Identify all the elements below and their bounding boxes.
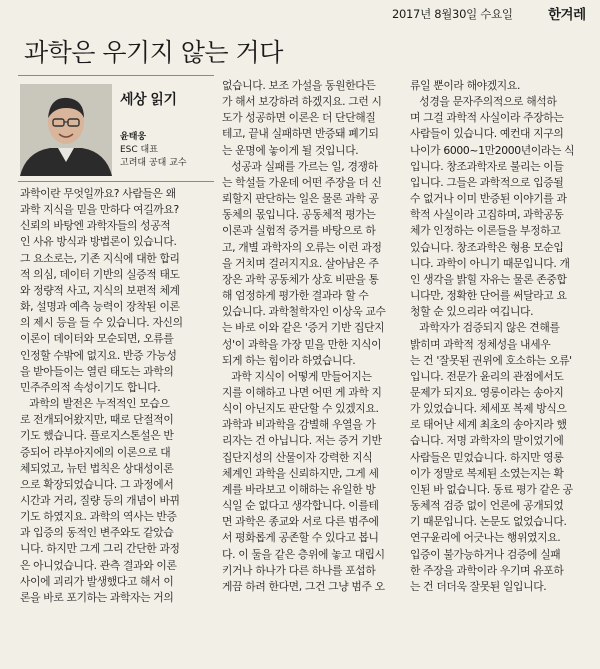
author-byline (120, 131, 187, 170)
page-header (0, 0, 600, 26)
column-label: 세상 읽기 (120, 92, 177, 108)
publication-date: 2017년 8월30일 수요일 (392, 7, 513, 21)
author-title-1: ESC 대표 (120, 145, 158, 155)
author-photo (20, 84, 112, 176)
author-name: 윤태웅 (120, 132, 147, 142)
author-title-2: 고려대 공대 교수 (120, 158, 187, 168)
divider-line (18, 181, 214, 182)
divider-line (18, 75, 214, 76)
article-column-2: 없습니다. 보조 가설을 동원한다든 가 해서 보강하려 하겠지요. 그런 시 도가 성공하면 이론은 더 단단해질 테고, 끝내 실패하면 반증돼 폐기되 는 운명에 놓이게 될 것입니다. 성공과 실패를 가르는 일, 경쟁하 는 학설들 가운데 어떤 주장을 더 신 뢰할지 판단하는 일은 물론 과학 공 동체의 몫입니다. 공동체적 평가는 이론과 실험적 증거를 바탕으로 하 고, 개별 과학자의 오류는 이런 과정 을 거치며 걸러지지요. 살아남은 주 장은 과학 공동체가 상호 비판을 통 해 엄정하게 평가한 결과라 할 수 있습니다. 과학철학자인 이상욱 교수 는 바로 이와 같은 '증거 기반 집단지 성'이 과학을 가장 믿을 만한 지식이 되게 하는 힘이라 하였습니다. 과학 지식이 어떻게 만들어지는 지를 이해하고 나면 어떤 게 과학 지 식이 아닌지도 판단할 수 있겠지요. 과학과 비과학을 감별해 우열을 가 리자는 건 아닙니다. 저는 증거 기반 집단지성의 산물이자 강력한 지식 체계인 과학을 신뢰하지만, 그게 세 계를 바라보고 이해하는 유일한 방 식일 순 없다고 생각합니다. 이를테 면 과학은 종교와 서로 다른 범주에 서 평화롭게 공존할 수 있다고 봅니 다. 이 둘을 같은 층위에 놓고 대립시 키거나 하나가 다른 하나를 포섭하 게끔 하려 한다면, 그건 그냥 범주 오 (222, 79, 386, 593)
author-portrait-icon (20, 84, 112, 176)
article-column-1: 과학이란 무엇일까요? 사람들은 왜 과학 지식을 믿을 만하다 여길까요? 신뢰의 바탕엔 과학자들의 성공적 인 사유 방식과 방법론이 있습니다. 그 요소로는, 기존 지식에 대한 합리 적 의심, 데이터 기반의 실증적 태도 와 정량적 사고, 지식의 보편적 체계 화, 설명과 예측 능력이 장착된 이론 의 제시 등을 들 수 있습니다. 자신의 이론이 데이터와 모순되면, 오류를 인정할 수밖에 없지요. 반증 가능성 을 받아들이는 열린 태도는 과학의 민주주의적 속성이기도 합니다. 과학의 발전은 누적적인 모습으 로 전개되어왔지만, 때로 단절적이 기도 했습니다. 플로지스톤설은 반 증되어 라부아지에의 이론으로 대 체되었고, 뉴턴 법칙은 상대성이론 으로 확장되었습니다. 그 과정에서 시간과 거리, 질량 등의 개념이 바뀌 기도 하였지요. 과학의 역사는 반증 과 입증의 동적인 변주와도 같았습 니다. 하지만 그게 그리 간단한 과정 은 아니었습니다. 관측 결과와 이론 사이에 괴리가 발생했다고 해서 이 론을 바로 포기하는 과학자는 거의 (20, 187, 183, 604)
newspaper-logo: 한겨레 (548, 7, 586, 23)
article-column-3: 류일 뿐이라 해야겠지요. 성경을 문자주의적으로 해석하 며 그걸 과학적 사실이라 주장하는 사람들이 있습니다. 예컨대 지구의 나이가 6000~1만2000년이라는 식 입니다. 창조과학자로 불리는 이들 입니다. 그들은 과학적으로 입증될 수 없거나 이미 반증된 이야기를 과 학적 사실이라 고집하며, 과학공동 체가 인정하는 이론들을 부정하고 있습니다. 창조과학은 형용 모순입 니다. 과학이 아니기 때문입니다. 개 인 생각을 밝힐 자유는 물론 존중합 니다만, 정확한 단어를 써달라고 요 청할 순 있으리라 여깁니다. 과학자가 검증되지 않은 견해를 밝히며 과학적 정체성을 내세우 는 건 '잘못된 권위에 호소하는 오류' 입니다. 전문가 윤리의 관점에서도 문제가 되지요. 영롱이라는 송아지 가 있었습니다. 체세포 복제 방식으 로 태어난 세계 최초의 송아지라 했 습니다. 저명 과학자의 말이었기에 사람들은 믿었습니다. 하지만 영롱 이가 정말로 복제된 소였는지는 확 인된 바 없습니다. 동료 평가 같은 공 동체적 검증 없이 언론에 공개되었 기 때문입니다. 논문도 없었습니다. 연구윤리에 어긋나는 행위였지요. 입증이 불가능하거나 검증에 실패 한 주장을 과학이라 우기며 유포하 는 건 더더욱 잘못된 일입니다. (410, 79, 575, 593)
article-headline: 과학은 우기지 않는 거다 (24, 38, 283, 67)
